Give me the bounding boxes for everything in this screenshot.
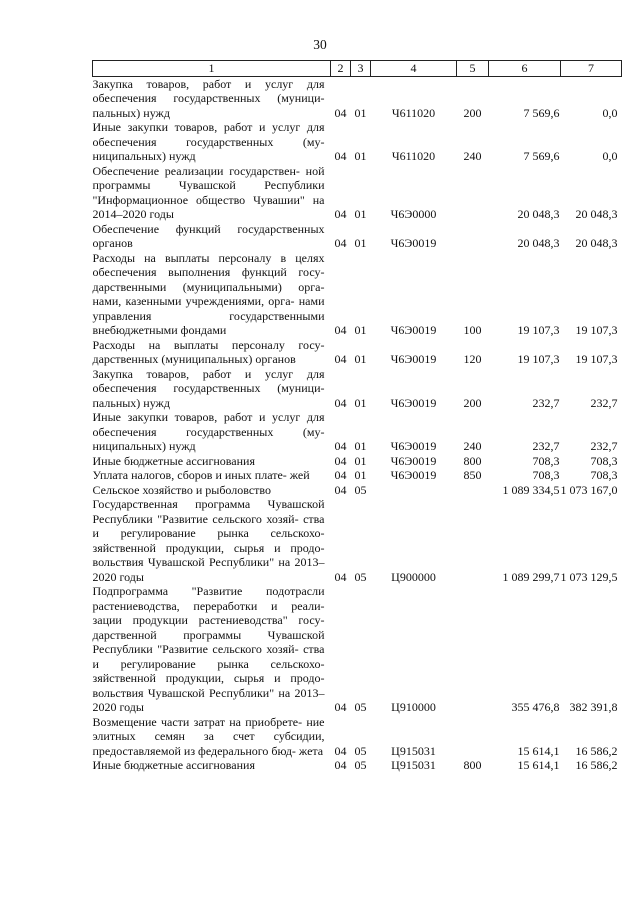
- budget-table: [92, 60, 622, 773]
- amount-year1-cell: 15 614,1: [517, 758, 560, 772]
- expense-type-cell: 800: [463, 758, 482, 772]
- amount-year1-cell: 19 107,3: [517, 323, 560, 337]
- table-row: [93, 758, 622, 773]
- target-article-cell: Ч6Э0019: [390, 453, 437, 468]
- amount-year1-cell: 708,3: [532, 453, 560, 468]
- amount-year2-cell: 20 048,3: [575, 236, 618, 250]
- table-row: [93, 468, 622, 483]
- amount-year1-cell: 20 048,3: [517, 236, 560, 250]
- target-article-cell: Ч6Э0000: [390, 207, 437, 221]
- column-header: 7: [561, 61, 622, 77]
- column-header: 6: [489, 61, 561, 77]
- table-row: [93, 120, 622, 164]
- table-row: [93, 483, 622, 498]
- target-article-cell: Ц915031: [391, 758, 436, 772]
- expense-type-cell: 240: [463, 149, 482, 163]
- subsection-code-cell: 01: [354, 323, 367, 337]
- expense-type-cell: 200: [463, 395, 482, 410]
- row-name-cell: Закупка товаров, работ и услуг для обеспечения государственных (муници- пальных) нужд: [92, 366, 325, 410]
- amount-year2-cell: 0,0: [602, 149, 618, 163]
- column-header: 1: [93, 61, 331, 77]
- section-code-cell: 04: [334, 352, 347, 366]
- subsection-code-cell: 01: [354, 468, 367, 482]
- expense-type-cell: 800: [463, 453, 482, 468]
- target-article-cell: [371, 483, 457, 498]
- table-row: [93, 584, 622, 715]
- table-row: [93, 410, 622, 454]
- column-header: 2: [331, 61, 351, 77]
- amount-year2-cell: 16 586,2: [575, 758, 618, 772]
- row-name-cell: Закупка товаров, работ и услуг для обеспечения государственных (муници- пальных) нужд: [92, 76, 325, 120]
- subsection-code-cell: 05: [354, 758, 367, 772]
- amount-year1-cell: 355 476,8: [511, 700, 560, 714]
- table-row: [93, 497, 622, 584]
- subsection-code-cell: 01: [354, 236, 367, 250]
- table-row: [93, 222, 622, 251]
- row-name-cell: Иные закупки товаров, работ и услуг для обеспечения государственных (му- ниципальных) нужд: [92, 120, 325, 163]
- expense-type-cell: [457, 584, 489, 715]
- target-article-cell: Ч6Э0019: [390, 468, 437, 482]
- section-code-cell: 04: [334, 468, 347, 482]
- subsection-code-cell: 05: [354, 700, 367, 714]
- section-code-cell: 04: [334, 236, 347, 250]
- subsection-code-cell: 05: [354, 743, 367, 758]
- amount-year1-cell: 232,7: [532, 395, 560, 410]
- column-header: 3: [351, 61, 371, 77]
- section-code-cell: 04: [334, 482, 347, 497]
- amount-year2-cell: 19 107,3: [575, 352, 618, 366]
- section-code-cell: 04: [334, 700, 347, 714]
- row-name-cell: Обеспечение реализации государствен- ной программы Чувашской Республики "Информационное общество Чувашии" на 2014–2020 годы: [92, 163, 325, 221]
- column-header: 4: [371, 61, 457, 77]
- table-row: [93, 454, 622, 469]
- subsection-code-cell: 01: [354, 439, 367, 453]
- expense-type-cell: 120: [463, 352, 482, 366]
- row-name-cell: Расходы на выплаты персоналу в целях обеспечения выполнения функций госу- дарственными (муниципальными) орга- нами, казенными учреждениями, орга- нами управления государственными внебюджетными фондами: [92, 250, 325, 337]
- row-name-cell: Подпрограмма "Развитие подотрасли растениеводства, переработки и реали- зации продукции растениеводства" госу- дарственной программы Чувашской Республики "Развитие сельского хозяй- ства и регулирование рынка сельскохо- зяйственной продукции, сырья и продо- вольствия Чувашской Республики" на 2013–2020 годы: [92, 584, 325, 714]
- target-article-cell: Ч6Э0019: [390, 395, 437, 410]
- section-code-cell: 04: [334, 323, 347, 337]
- row-name-cell: Иные закупки товаров, работ и услуг для обеспечения государственных (му- ниципальных) нужд: [92, 410, 325, 453]
- amount-year2-cell: 232,7: [590, 395, 618, 410]
- table-header-row: [93, 61, 622, 77]
- expense-type-cell: [457, 222, 489, 251]
- row-name-cell: Иные бюджетные ассигнования: [92, 758, 255, 772]
- subsection-code-cell: 05: [354, 482, 367, 497]
- section-code-cell: 04: [334, 105, 347, 120]
- table-row: [93, 367, 622, 411]
- table-row: [93, 164, 622, 222]
- row-name-cell: Возмещение части затрат на приобрете- ние элитных семян за счет субсидии, предоставляемой из федерального бюд- жета: [92, 714, 325, 758]
- amount-year2-cell: 382 391,8: [569, 700, 618, 714]
- amount-year2-cell: 708,3: [590, 453, 618, 468]
- amount-year1-cell: 232,7: [532, 439, 560, 453]
- expense-type-cell: [457, 483, 489, 498]
- amount-year2-cell: 20 048,3: [575, 207, 618, 221]
- amount-year1-cell: 1 089 299,7: [502, 569, 560, 584]
- target-article-cell: Ц910000: [391, 700, 436, 714]
- subsection-code-cell: 01: [354, 453, 367, 468]
- expense-type-cell: [457, 164, 489, 222]
- row-name-cell: Уплата налогов, сборов и иных плате- жей: [92, 468, 310, 482]
- amount-year2-cell: 0,0: [602, 105, 618, 120]
- amount-year2-cell: 1 073 129,5: [560, 569, 618, 584]
- target-article-cell: Ч611020: [391, 149, 436, 163]
- subsection-code-cell: 01: [354, 149, 367, 163]
- row-name-cell: Расходы на выплаты персоналу госу- дарственных (муниципальных) органов: [92, 337, 325, 366]
- amount-year2-cell: 19 107,3: [575, 323, 618, 337]
- subsection-code-cell: 01: [354, 352, 367, 366]
- target-article-cell: Ч6Э0019: [390, 439, 437, 453]
- amount-year2-cell: 232,7: [590, 439, 618, 453]
- amount-year1-cell: 708,3: [532, 468, 560, 482]
- expense-type-cell: [457, 497, 489, 584]
- table-body: [93, 76, 622, 773]
- amount-year1-cell: 19 107,3: [517, 352, 560, 366]
- expense-type-cell: 200: [463, 105, 482, 120]
- target-article-cell: Ч6Э0019: [390, 352, 437, 366]
- expense-type-cell: [457, 715, 489, 759]
- subsection-code-cell: 01: [354, 395, 367, 410]
- amount-year2-cell: 1 073 167,0: [560, 482, 618, 497]
- amount-year1-cell: 15 614,1: [517, 743, 560, 758]
- section-code-cell: 04: [334, 569, 347, 584]
- section-code-cell: 04: [334, 758, 347, 772]
- row-name-cell: Государственная программа Чувашской Республики "Развитие сельского хозяй- ства и регулирование рынка сельскохо- зяйственной продукции, сырья и продо- вольствия Чувашской Республики" на 2013–2020 годы: [92, 497, 325, 584]
- target-article-cell: Ц915031: [391, 743, 436, 758]
- subsection-code-cell: 01: [354, 105, 367, 120]
- expense-type-cell: 240: [463, 439, 482, 453]
- amount-year1-cell: 20 048,3: [517, 207, 560, 221]
- table-row: [93, 76, 622, 120]
- table-row: [93, 715, 622, 759]
- target-article-cell: Ч6Э0019: [390, 236, 437, 250]
- target-article-cell: Ц900000: [391, 569, 436, 584]
- section-code-cell: 04: [334, 453, 347, 468]
- target-article-cell: Ч611020: [391, 105, 436, 120]
- section-code-cell: 04: [334, 149, 347, 163]
- table-row: [93, 338, 622, 367]
- page-number: 30: [313, 37, 327, 52]
- section-code-cell: 04: [334, 207, 347, 221]
- subsection-code-cell: 01: [354, 207, 367, 221]
- section-code-cell: 04: [334, 439, 347, 453]
- amount-year2-cell: 708,3: [590, 468, 618, 482]
- section-code-cell: 04: [334, 395, 347, 410]
- table-row: [93, 251, 622, 338]
- amount-year1-cell: 7 569,6: [523, 149, 560, 163]
- expense-type-cell: 850: [463, 468, 482, 482]
- column-header: 5: [457, 61, 489, 77]
- section-code-cell: 04: [334, 743, 347, 758]
- amount-year1-cell: 1 089 334,5: [502, 482, 560, 497]
- amount-year1-cell: 7 569,6: [523, 105, 560, 120]
- amount-year2-cell: 16 586,2: [575, 743, 618, 758]
- expense-type-cell: 100: [463, 323, 482, 337]
- row-name-cell: Сельское хозяйство и рыболовство: [92, 482, 272, 497]
- target-article-cell: Ч6Э0019: [390, 323, 437, 337]
- subsection-code-cell: 05: [354, 569, 367, 584]
- row-name-cell: Обеспечение функций государственных органов: [92, 221, 325, 250]
- row-name-cell: Иные бюджетные ассигнования: [92, 453, 255, 468]
